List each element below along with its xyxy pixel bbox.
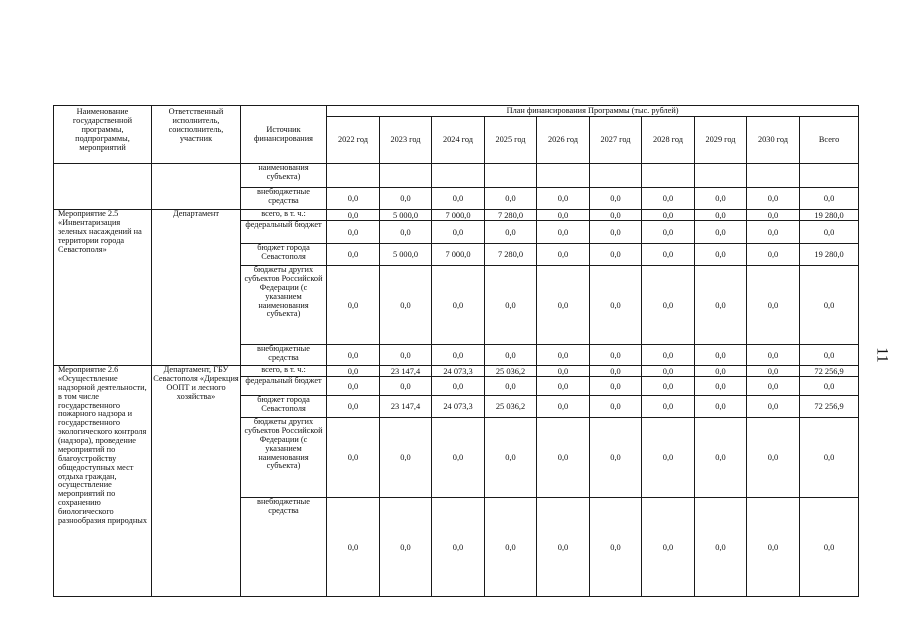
value-cell: 0,0 [800,266,859,345]
value-cell: 0,0 [642,377,695,396]
value-cell: 0,0 [747,266,800,345]
value-cell [642,164,695,188]
value-cell: 0,0 [537,210,590,221]
value-cell: 0,0 [380,266,432,345]
value-cell: 0,0 [327,345,380,366]
table-row [54,366,859,377]
value-cell: 25 036,2 [485,396,537,418]
value-cell: 0,0 [485,221,537,244]
value-cell: 0,0 [642,221,695,244]
value-cell: 0,0 [642,188,695,210]
value-cell: 0,0 [695,498,747,597]
value-cell: 0,0 [537,396,590,418]
value-cell: 0,0 [380,418,432,498]
value-cell: 0,0 [695,366,747,377]
value-cell: 0,0 [590,188,642,210]
value-cell: 0,0 [800,377,859,396]
value-cell: 0,0 [327,244,380,266]
measure-executor: Департамент [152,210,241,366]
source-cell: внебюджетные средства [241,345,327,366]
value-cell: 0,0 [590,377,642,396]
value-cell: 7 000,0 [432,210,485,221]
value-cell: 0,0 [432,498,485,597]
value-cell [590,164,642,188]
value-cell: 0,0 [380,188,432,210]
value-cell: 0,0 [642,396,695,418]
header-year: 2030 год [747,117,800,164]
value-cell: 0,0 [800,498,859,597]
value-cell: 0,0 [537,266,590,345]
value-cell: 0,0 [485,377,537,396]
value-cell: 0,0 [537,366,590,377]
value-cell: 0,0 [432,377,485,396]
value-cell: 0,0 [642,418,695,498]
source-cell: всего, в т. ч.: [241,210,327,221]
value-cell: 5 000,0 [380,244,432,266]
header-year: 2028 год [642,117,695,164]
value-cell: 0,0 [327,418,380,498]
measure-executor: Департамент, ГБУ Севастополя «Дирекция ООПТ и лесного хозяйства» [152,366,241,597]
value-cell: 0,0 [380,221,432,244]
header-year: 2026 год [537,117,590,164]
source-cell: наименования субъекта) [241,164,327,188]
financing-table [53,105,859,597]
value-cell: 23 147,4 [380,366,432,377]
value-cell: 0,0 [695,266,747,345]
value-cell: 24 073,3 [432,366,485,377]
value-cell: 0,0 [590,366,642,377]
value-cell: 0,0 [327,266,380,345]
value-cell: 0,0 [695,345,747,366]
value-cell: 0,0 [590,266,642,345]
page-number: 11 [873,347,891,363]
value-cell: 0,0 [380,377,432,396]
value-cell: 0,0 [747,418,800,498]
source-cell: внебюджетные средства [241,498,327,597]
source-cell: федеральный бюджет [241,221,327,244]
value-cell: 0,0 [485,266,537,345]
value-cell: 0,0 [642,345,695,366]
header-executor-column: Ответственный исполнитель, соисполнитель, участник [152,106,241,164]
value-cell: 0,0 [695,377,747,396]
value-cell: 0,0 [485,345,537,366]
value-cell: 0,0 [590,221,642,244]
header-year: 2022 год [327,117,380,164]
source-cell: бюджеты других субъектов Российской Федерации (с указанием наименования субъекта) [241,418,327,498]
value-cell: 0,0 [590,498,642,597]
value-cell: 19 280,0 [800,210,859,221]
value-cell: 72 256,9 [800,366,859,377]
header-year: 2023 год [380,117,432,164]
measure-name: Мероприятие 2.6 «Осуществление надзорной деятельности, в том числе государственного пожарного надзора и государственного экологического контроля (надзора), проведение мероприятий по благоустройству общедоступных мест отдыха граждан, осуществление мероприятий по сохранению биологического разнообразия природных [54,366,152,597]
value-cell [432,164,485,188]
value-cell: 0,0 [642,210,695,221]
value-cell: 0,0 [642,366,695,377]
header-year: Всего [800,117,859,164]
header-year: 2029 год [695,117,747,164]
value-cell: 0,0 [380,498,432,597]
value-cell: 0,0 [642,244,695,266]
value-cell: 0,0 [537,244,590,266]
value-cell: 0,0 [537,345,590,366]
value-cell: 0,0 [695,188,747,210]
value-cell: 0,0 [432,418,485,498]
value-cell: 0,0 [537,498,590,597]
value-cell: 24 073,3 [432,396,485,418]
value-cell: 0,0 [747,188,800,210]
value-cell: 5 000,0 [380,210,432,221]
measure-name: Мероприятие 2.5 «Инвентаризация зеленых насаждений на территории города Севастополя» [54,210,152,366]
value-cell: 0,0 [327,498,380,597]
value-cell: 0,0 [800,221,859,244]
executor-cell-empty [152,164,241,210]
value-cell: 7 280,0 [485,244,537,266]
value-cell: 0,0 [695,418,747,498]
header-year: 2027 год [590,117,642,164]
value-cell: 0,0 [537,188,590,210]
value-cell: 19 280,0 [800,244,859,266]
value-cell: 23 147,4 [380,396,432,418]
source-cell: бюджеты других субъектов Российской Федерации (с указанием наименования субъекта) [241,266,327,345]
value-cell: 0,0 [590,345,642,366]
value-cell: 0,0 [747,210,800,221]
value-cell: 0,0 [537,221,590,244]
value-cell [380,164,432,188]
value-cell: 0,0 [327,366,380,377]
value-cell: 0,0 [747,377,800,396]
value-cell: 7 280,0 [485,210,537,221]
value-cell: 0,0 [747,345,800,366]
value-cell: 0,0 [695,396,747,418]
header-year: 2025 год [485,117,537,164]
source-cell: бюджет города Севастополя [241,396,327,418]
value-cell: 0,0 [432,188,485,210]
value-cell [747,164,800,188]
value-cell: 0,0 [432,266,485,345]
value-cell: 72 256,9 [800,396,859,418]
value-cell: 0,0 [485,188,537,210]
source-cell: бюджет города Севастополя [241,244,327,266]
value-cell [327,164,380,188]
value-cell: 0,0 [537,377,590,396]
value-cell: 0,0 [590,244,642,266]
source-cell: федеральный бюджет [241,377,327,396]
header-year: 2024 год [432,117,485,164]
value-cell: 0,0 [327,377,380,396]
value-cell: 0,0 [485,418,537,498]
source-cell: внебюджетные средства [241,188,327,210]
value-cell [695,164,747,188]
value-cell: 7 000,0 [432,244,485,266]
value-cell [485,164,537,188]
value-cell: 0,0 [800,418,859,498]
value-cell: 0,0 [327,188,380,210]
value-cell: 25 036,2 [485,366,537,377]
name-cell-empty [54,164,152,210]
value-cell: 0,0 [327,210,380,221]
value-cell [800,164,859,188]
value-cell: 0,0 [590,210,642,221]
value-cell: 0,0 [432,345,485,366]
value-cell: 0,0 [537,418,590,498]
header-name-column: Наименование государственной программы, подпрограммы, мероприятий [54,106,152,164]
value-cell: 0,0 [432,221,485,244]
value-cell: 0,0 [800,345,859,366]
table-row [54,164,859,188]
value-cell: 0,0 [747,498,800,597]
value-cell: 0,0 [695,210,747,221]
value-cell: 0,0 [642,266,695,345]
value-cell: 0,0 [747,396,800,418]
value-cell: 0,0 [380,345,432,366]
header-source-column: Источник финансирования [241,106,327,164]
value-cell: 0,0 [327,221,380,244]
value-cell: 0,0 [800,188,859,210]
table-row [54,210,859,221]
value-cell: 0,0 [695,221,747,244]
value-cell: 0,0 [747,366,800,377]
value-cell: 0,0 [590,418,642,498]
value-cell: 0,0 [327,396,380,418]
value-cell: 0,0 [485,498,537,597]
value-cell: 0,0 [695,244,747,266]
header-plan-title: План финансирования Программы (тыс. рублей) [327,106,859,117]
value-cell: 0,0 [747,244,800,266]
value-cell [537,164,590,188]
value-cell: 0,0 [590,396,642,418]
source-cell: всего, в т. ч.: [241,366,327,377]
value-cell: 0,0 [642,498,695,597]
value-cell: 0,0 [747,221,800,244]
